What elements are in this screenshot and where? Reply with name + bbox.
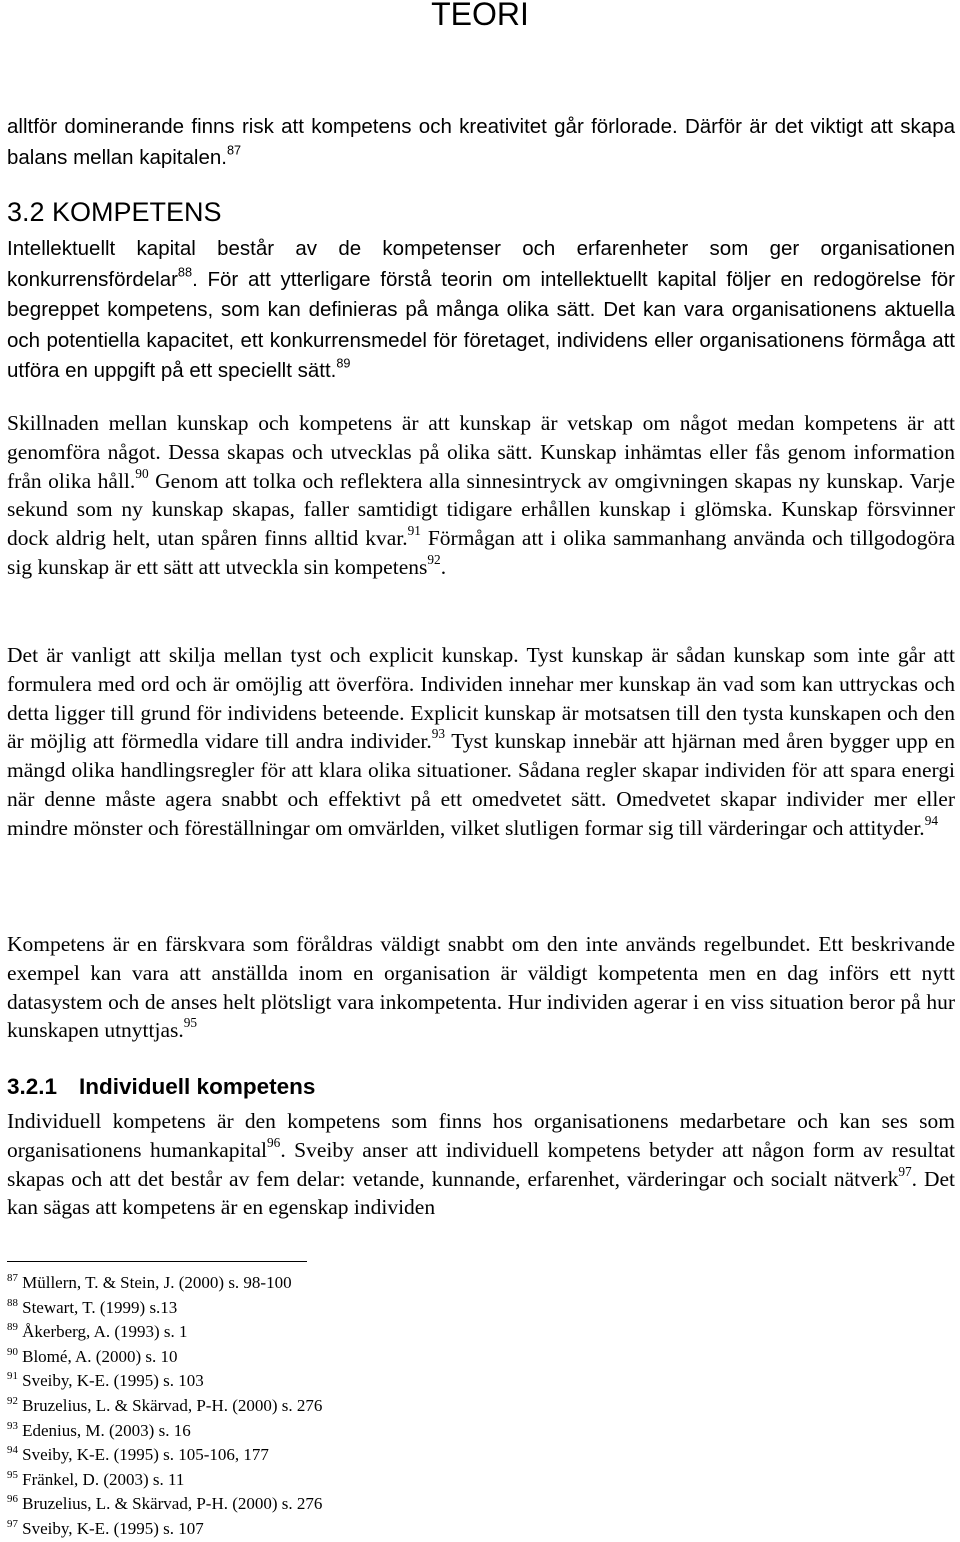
paragraph-text: Intellektuellt kapital består av de kompetenser och erfarenheter som ger organisationen konkurrensfördelar [7,237,955,291]
footnote-text: Bruzelius, L. & Skärvad, P-H. (2000) s. 276 [22,1395,323,1415]
paragraph-kunskap-kompetens [7,409,955,582]
paragraph-text: . [440,554,447,579]
footnote-ref: 93 [431,726,446,742]
footnote-ref: 87 [226,142,242,158]
footnote-97 [7,1517,707,1542]
footnote-text: Sveiby, K-E. (1995) s. 103 [22,1371,204,1391]
footnote-ref: 88 [177,264,193,280]
paragraph-text: Kompetens är en färskvara som föråldras väldigt snabbt om den inte används regelbundet. Ett beskrivande exempel kan vara att anställda inom en organisation är väldigt kompetenta men en dag införs ett nytt datasystem och de anses helt plötsligt vara inkompetenta. Hur individen agerar i en viss situation beror på hur kunskapen utnyttjas. [7,932,955,1043]
paragraph-intellektuellt-kapital [7,234,955,387]
page-header-title: TEORI [431,0,529,32]
footnote-ref: 97 [898,1163,912,1179]
footnote-95 [7,1468,707,1493]
footnote-ref: 90 [135,465,149,481]
footnote-number: 87 [7,1271,18,1284]
footnote-88 [7,1296,707,1321]
footnote-text: Edenius, M. (2003) s. 16 [22,1420,191,1440]
footnote-text: Åkerberg, A. (1993) s. 1 [22,1322,188,1342]
paragraph-text: Tyst kunskap innebär att hjärnan med åren bygger upp en mängd olika handlingsregler för att klara olika situationer. Sådana regler skapar individen för att spara energi när denne måste agera snabbt och effektivt på ett omedvetet sätt. Omedvetet skapar individer mer eller mindre mönster och föreställningar om omvärlden, vilket slutligen formar sig till värderingar och attityder. [7,729,955,840]
paragraph-text: Det är vanligt att skilja mellan tyst och explicit kunskap. Tyst kunskap är sådan kunskap som inte går att formulera med ord och är omöjlig att överföra. Individen innehar mer kunskap än vad som kan uttryckas och detta ligger till grund för individens beteende. Explicit kunskap är motsatsen till den tysta kunskapen och den är möjlig att förmedla vidare till andra individer. [7,643,955,754]
footnote-ref: 89 [336,355,351,371]
paragraph-text: Individuell kompetens är den kompetens som finns hos organisationens medarbetare och kan ses som organisationens humankapital [7,1109,955,1162]
footnote-number: 94 [7,1444,18,1457]
footnote-92 [7,1394,707,1419]
footnote-text: Blomé, A. (2000) s. 10 [22,1346,178,1366]
footnote-number: 92 [7,1394,18,1407]
subsection-title: Individuell kompetens [79,1074,316,1099]
footnote-96 [7,1492,707,1517]
paragraph-text: Förmågan att i olika sammanhang använda och tillgodogöra sig kunskap är ett sätt att utveckla sin kompetens [7,526,955,579]
section-heading-kompetens: 3.2 KOMPETENS [7,197,222,227]
footnote-number: 91 [7,1370,18,1383]
footnote-ref: 94 [924,812,939,828]
paragraph-continuation [7,112,955,173]
paragraph-individuell-kompetens [7,1107,955,1222]
footnote-number: 88 [7,1296,18,1309]
paragraph-text: Genom att tolka och reflektera alla sinnesintryck av omgivningen skapas ny kunskap. Varje sekund som ny kunskap skapas, faller samtidigt tidigare erhållen kunskap i glömska. Kunskap försvinner dock aldrig helt, utan spåren finns alltid kvar. [7,468,955,551]
footnote-ref: 95 [183,1015,198,1031]
footnote-94 [7,1443,707,1468]
footnote-93 [7,1419,707,1444]
paragraph-text: alltför dominerande finns risk att kompetens och kreativitet går förlorade. Därför är det viktigt att skapa balans mellan kapitalen. [7,115,955,169]
footnote-number: 95 [7,1468,18,1481]
footnote-number: 96 [7,1493,18,1506]
footnote-number: 93 [7,1419,18,1432]
footnote-text: Stewart, T. (1999) s.13 [22,1297,178,1317]
paragraph-text: . Det kan sägas att kompetens är en egenskap individen [7,1166,956,1220]
paragraph-text: . För att ytterligare förstå teorin om intellektuellt kapital följer en redogörelse för begreppet kompetens, som kan definieras på många olika sätt. Det kan vara organisationens aktuella och potentiella kapacitet, ett konkurrensmedel för företaget, individens eller organisationens förmåga att utföra en uppgift på ett speciellt sätt. [7,267,955,383]
footnote-text: Fränkel, D. (2003) s. 11 [22,1469,185,1489]
footnote-number: 97 [7,1517,18,1530]
footnote-text: Sveiby, K-E. (1995) s. 107 [22,1518,204,1538]
paragraph-text: Skillnaden mellan kunskap och kompetens är att kunskap är vetskap om något medan kompetens är att genomföra något. Dessa skapas och utvecklas på olika sätt. Kunskap inhämtas eller fås genom information från olika håll. [7,411,955,493]
subsection-number: 3.2.1 [7,1074,58,1099]
footnote-ref: 91 [407,523,421,539]
footnote-separator [7,1261,307,1262]
footnote-list [7,1271,707,1542]
footnote-90 [7,1345,707,1370]
subsection-heading-individuell-kompetens [7,1073,315,1101]
paragraph-text: . Sveiby anser att individuell kompetens betyder att någon form av resultat skapas och att det består av fem delar: vetande, kunnande, erfarenhet, värderingar och socialt nätverk [7,1137,955,1191]
paragraph-farskvara [7,930,955,1045]
footnote-number: 90 [7,1345,18,1358]
footnote-text: Bruzelius, L. & Skärvad, P-H. (2000) s. 276 [22,1494,323,1514]
footnote-87 [7,1271,707,1296]
footnote-ref: 96 [267,1134,281,1150]
footnote-91 [7,1369,707,1394]
footnote-ref: 92 [427,552,441,567]
footnote-89 [7,1320,707,1345]
footnote-text: Müllern, T. & Stein, J. (2000) s. 98-100 [22,1273,292,1292]
footnote-text: Sveiby, K-E. (1995) s. 105-106, 177 [22,1445,269,1465]
paragraph-tyst-explicit-kunskap [7,641,955,843]
footnote-number: 89 [7,1321,18,1334]
